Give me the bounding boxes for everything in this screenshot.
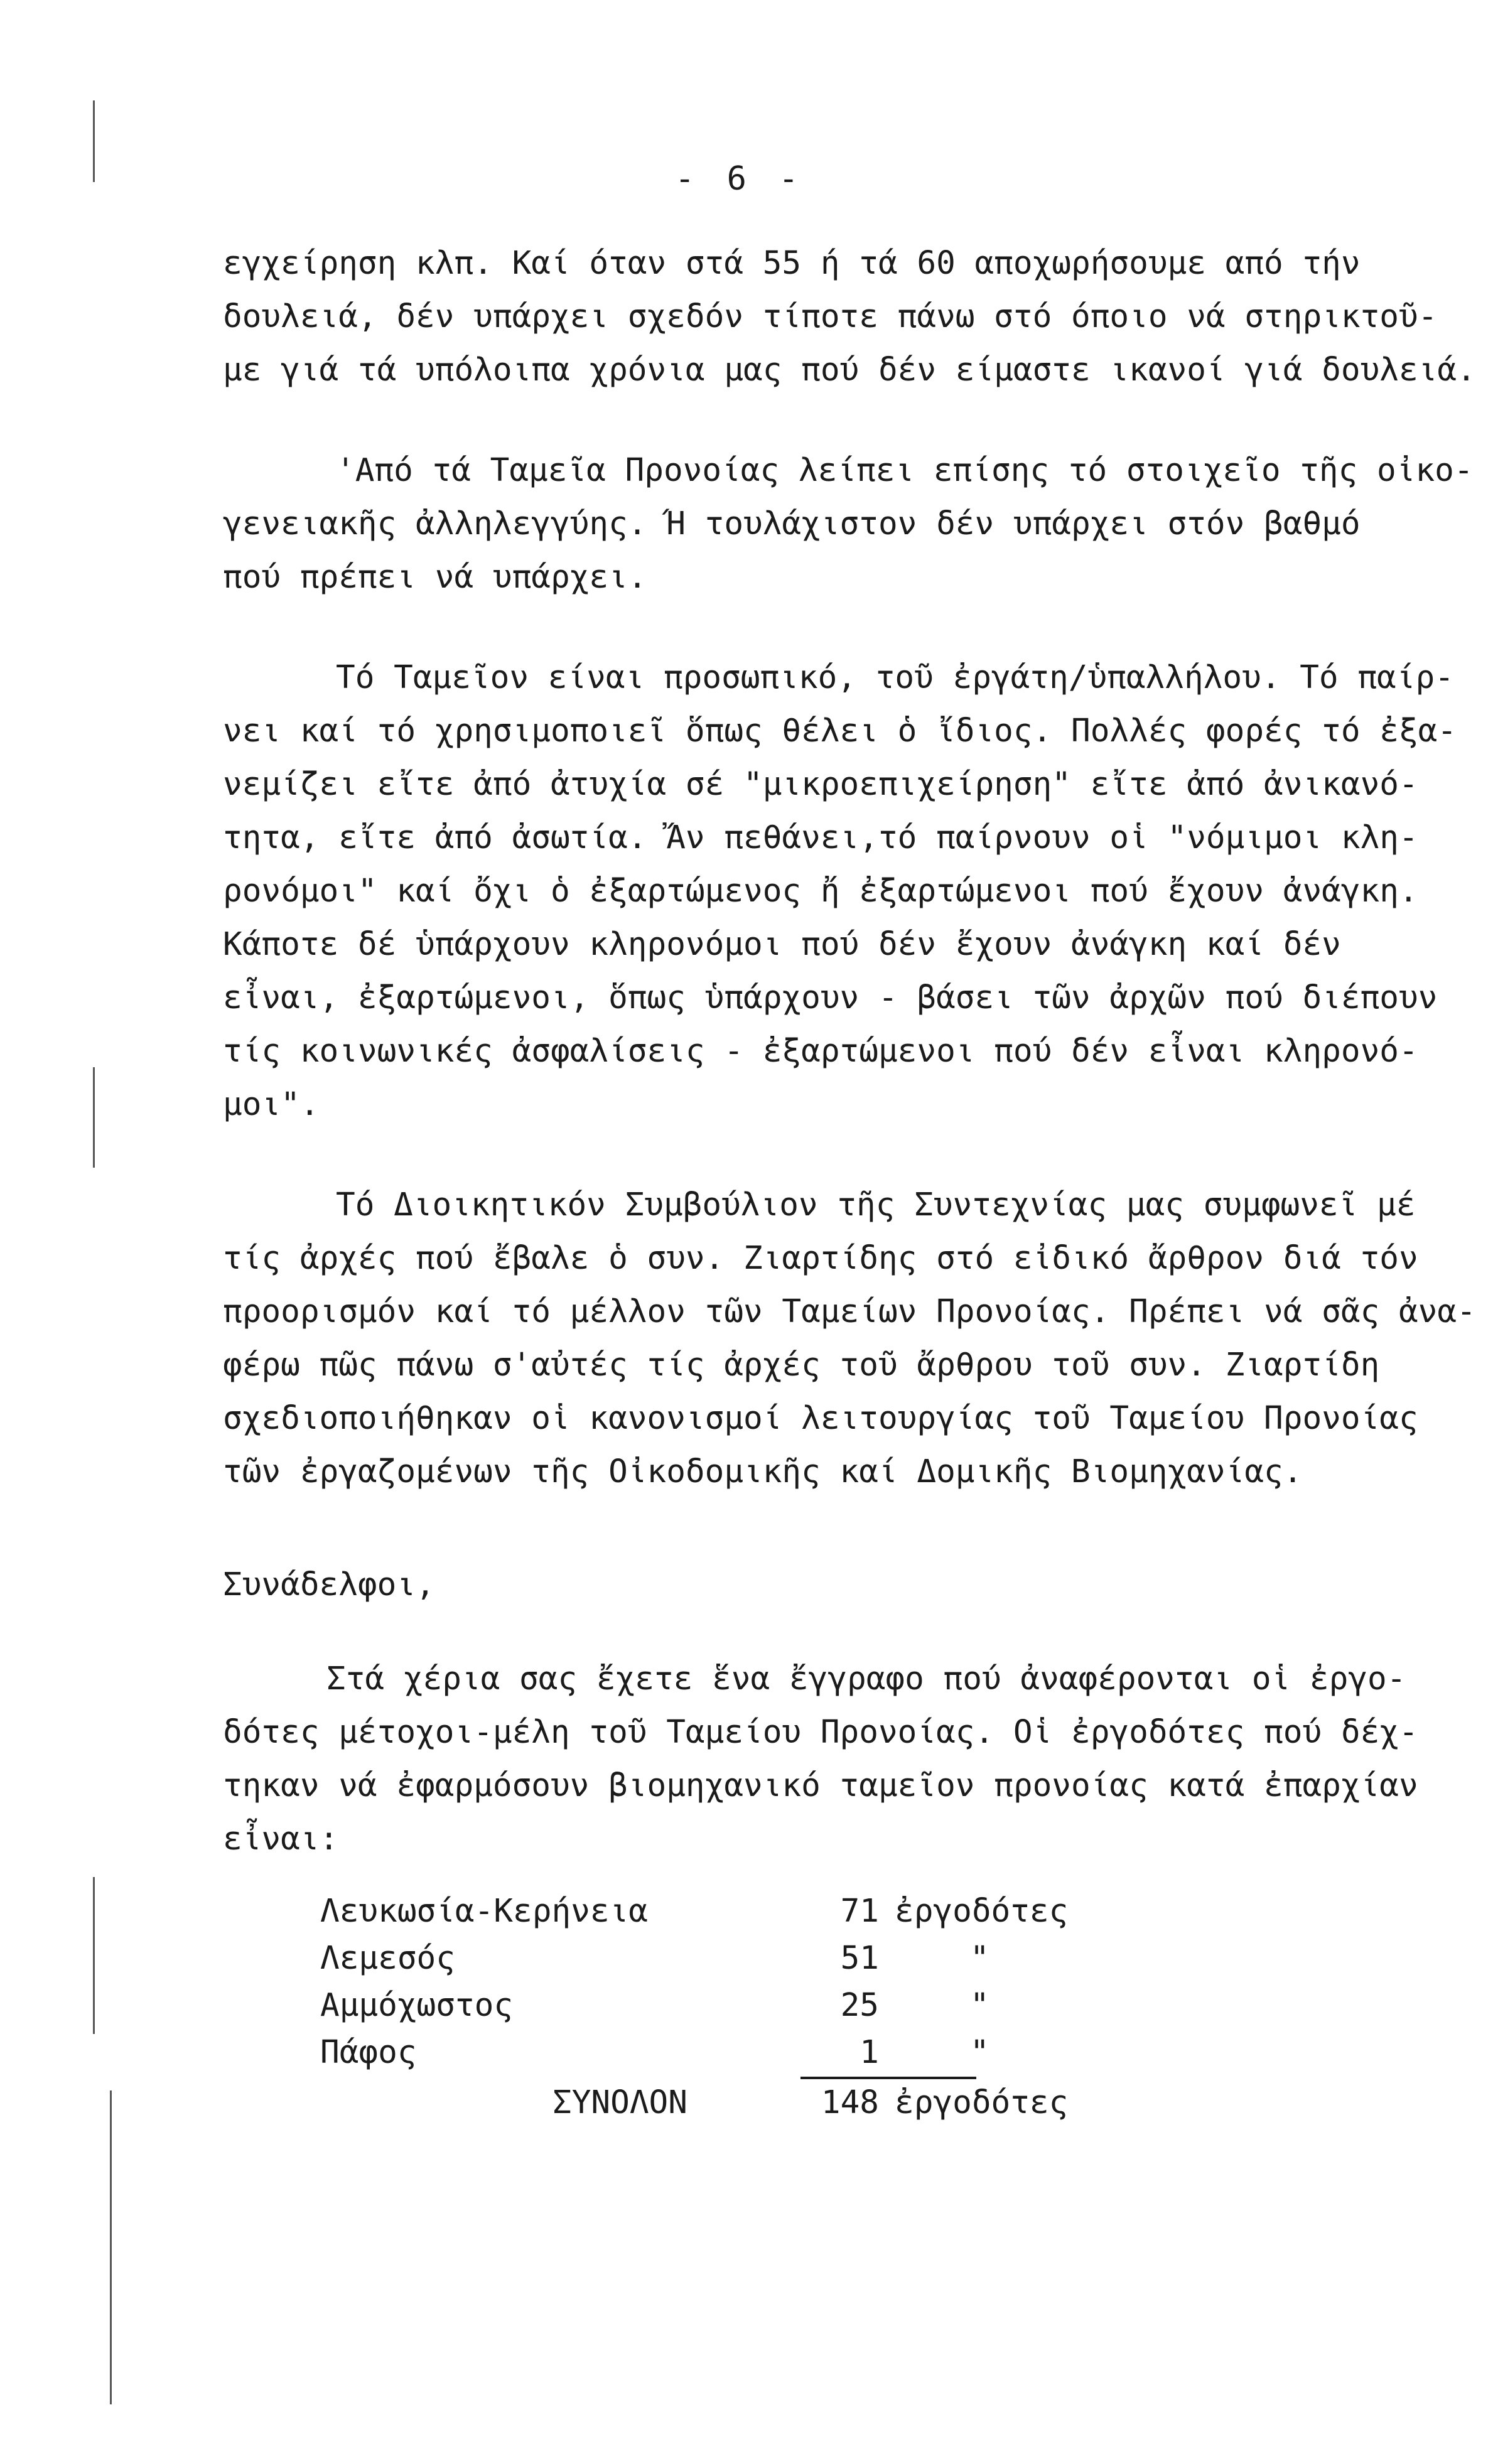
district-name: Λεμεσός bbox=[320, 1940, 455, 1977]
text-line: τῶν ἐργαζομένων τῆς Οἰκοδομικῆς καί Δομικῆς Βιομηχανίας. bbox=[223, 1453, 1303, 1490]
district-name: Λευκωσία-Κερήνεια bbox=[320, 1893, 648, 1930]
margin-mark bbox=[93, 1067, 95, 1168]
text-line: γενειακῆς ἀλληλεγγύης. Ή τουλάχιστον δέν υπάρχει στόν βαθμό bbox=[223, 505, 1361, 542]
margin-mark bbox=[110, 2090, 112, 2404]
employer-count: 25 bbox=[840, 1987, 879, 2024]
district-name: Αμμόχωστος bbox=[320, 1987, 514, 2024]
text-line: εἶναι, ἐξαρτώμενοι, ὅπως ὑπάρχουν - βάσει τῶν ἀρχῶν πού διέπουν bbox=[223, 979, 1438, 1016]
text-line: πού πρέπει νά υπάρχει. bbox=[223, 559, 647, 596]
unit-label: " bbox=[970, 2034, 989, 2071]
text-line: Κάποτε δέ ὑπάρχουν κληρονόμοι πού δέν ἔχουν ἀνάγκη καί δέν bbox=[223, 926, 1341, 963]
text-line: 'Από τά Ταμεῖα Προνοίας λείπει επίσης τό στοιχεῖο τῆς οἰκο- bbox=[336, 452, 1474, 489]
text-line: φέρω πῶς πάνω σ'αὐτές τίς ἀρχές τοῦ ἄρθρου τοῦ συν. Ζιαρτίδη bbox=[223, 1347, 1380, 1384]
margin-mark bbox=[93, 100, 95, 182]
text-line: εἶναι: bbox=[223, 1821, 339, 1858]
text-line: τίς ἀρχές πού ἔβαλε ὁ συν. Ζιαρτίδης στό εἰδικό ἄρθρον διά τόν bbox=[223, 1240, 1418, 1277]
total-label: ΣΥΝΟΛΟΝ bbox=[552, 2084, 687, 2121]
text-line: Τό Διοικητικόν Συμβούλιον τῆς Συντεχνίας μας συμφωνεῖ μέ bbox=[336, 1186, 1416, 1224]
unit-label: ἐργοδότες bbox=[895, 2084, 1069, 2121]
text-line: τίς κοινωνικές ἀσφαλίσεις - ἐξαρτώμενοι πού δέν εἶναι κληρονό- bbox=[223, 1033, 1418, 1070]
employer-count: 1 bbox=[860, 2034, 879, 2071]
employer-count: 71 bbox=[840, 1893, 879, 1930]
unit-label: " bbox=[970, 1987, 989, 2024]
unit-label: " bbox=[970, 1940, 989, 1977]
text-line: μοι". bbox=[223, 1086, 320, 1123]
text-line: τηκαν νά ἐφαρμόσουν βιομηχανικό ταμεῖον προνοίας κατά ἐπαρχίαν bbox=[223, 1767, 1418, 1804]
employer-count: 51 bbox=[840, 1940, 879, 1977]
text-line: Στά χέρια σας ἔχετε ἕνα ἔγγραφο πού ἀναφέρονται οἱ ἐργο- bbox=[326, 1660, 1406, 1697]
unit-label: ἐργοδότες bbox=[895, 1893, 1069, 1930]
text-line: δότες μέτοχοι-μέλη τοῦ Ταμείου Προνοίας. Οἱ ἐργοδότες πού δέχ- bbox=[223, 1714, 1418, 1751]
district-name: Πάφος bbox=[320, 2034, 417, 2071]
text-line: με γιά τά υπόλοιπα χρόνια μας πού δέν είμαστε ικανοί γιά δουλειά. bbox=[223, 352, 1476, 389]
text-line: νει καί τό χρησιμοποιεῖ ὅπως θέλει ὁ ἴδιος. Πολλές φορές τό ἐξα- bbox=[223, 713, 1457, 750]
text-line: Τό Ταμεῖον είναι προσωπικό, τοῦ ἐργάτη/ὑπαλλήλου. Τό παίρ- bbox=[336, 659, 1454, 696]
text-line: δουλειά, δέν υπάρχει σχεδόν τίποτε πάνω στό όποιο νά στηρικτοῦ- bbox=[223, 298, 1438, 335]
total-count: 148 bbox=[821, 2084, 879, 2121]
text-line: τητα, εἴτε ἀπό ἀσωτία. Ἄν πεθάνει,τό παίρνουν οἱ "νόμιμοι κλη- bbox=[223, 819, 1418, 856]
sum-rule bbox=[800, 2077, 976, 2079]
text-line: ρονόμοι" καί ὄχι ὁ ἐξαρτώμενος ἤ ἐξαρτώμενοι πού ἔχουν ἀνάγκη. bbox=[223, 873, 1418, 910]
text-line: εγχείρηση κλπ. Καί όταν στά 55 ή τά 60 αποχωρήσουμε από τήν bbox=[223, 245, 1361, 282]
salutation: Συνάδελφοι, bbox=[223, 1566, 435, 1603]
text-line: νεμίζει εἴτε ἀπό ἀτυχία σέ "μικροεπιχείρηση" εἴτε ἀπό ἀνικανό- bbox=[223, 766, 1418, 803]
margin-mark bbox=[93, 1877, 95, 2034]
text-line: προορισμόν καί τό μέλλον τῶν Ταμείων Προνοίας. Πρέπει νά σᾶς ἀνα- bbox=[223, 1293, 1476, 1330]
text-line: σχεδιοποιήθηκαν οἱ κανονισμοί λειτουργίας τοῦ Ταμείου Προνοίας bbox=[223, 1400, 1418, 1437]
page-number: - 6 - bbox=[675, 160, 805, 198]
